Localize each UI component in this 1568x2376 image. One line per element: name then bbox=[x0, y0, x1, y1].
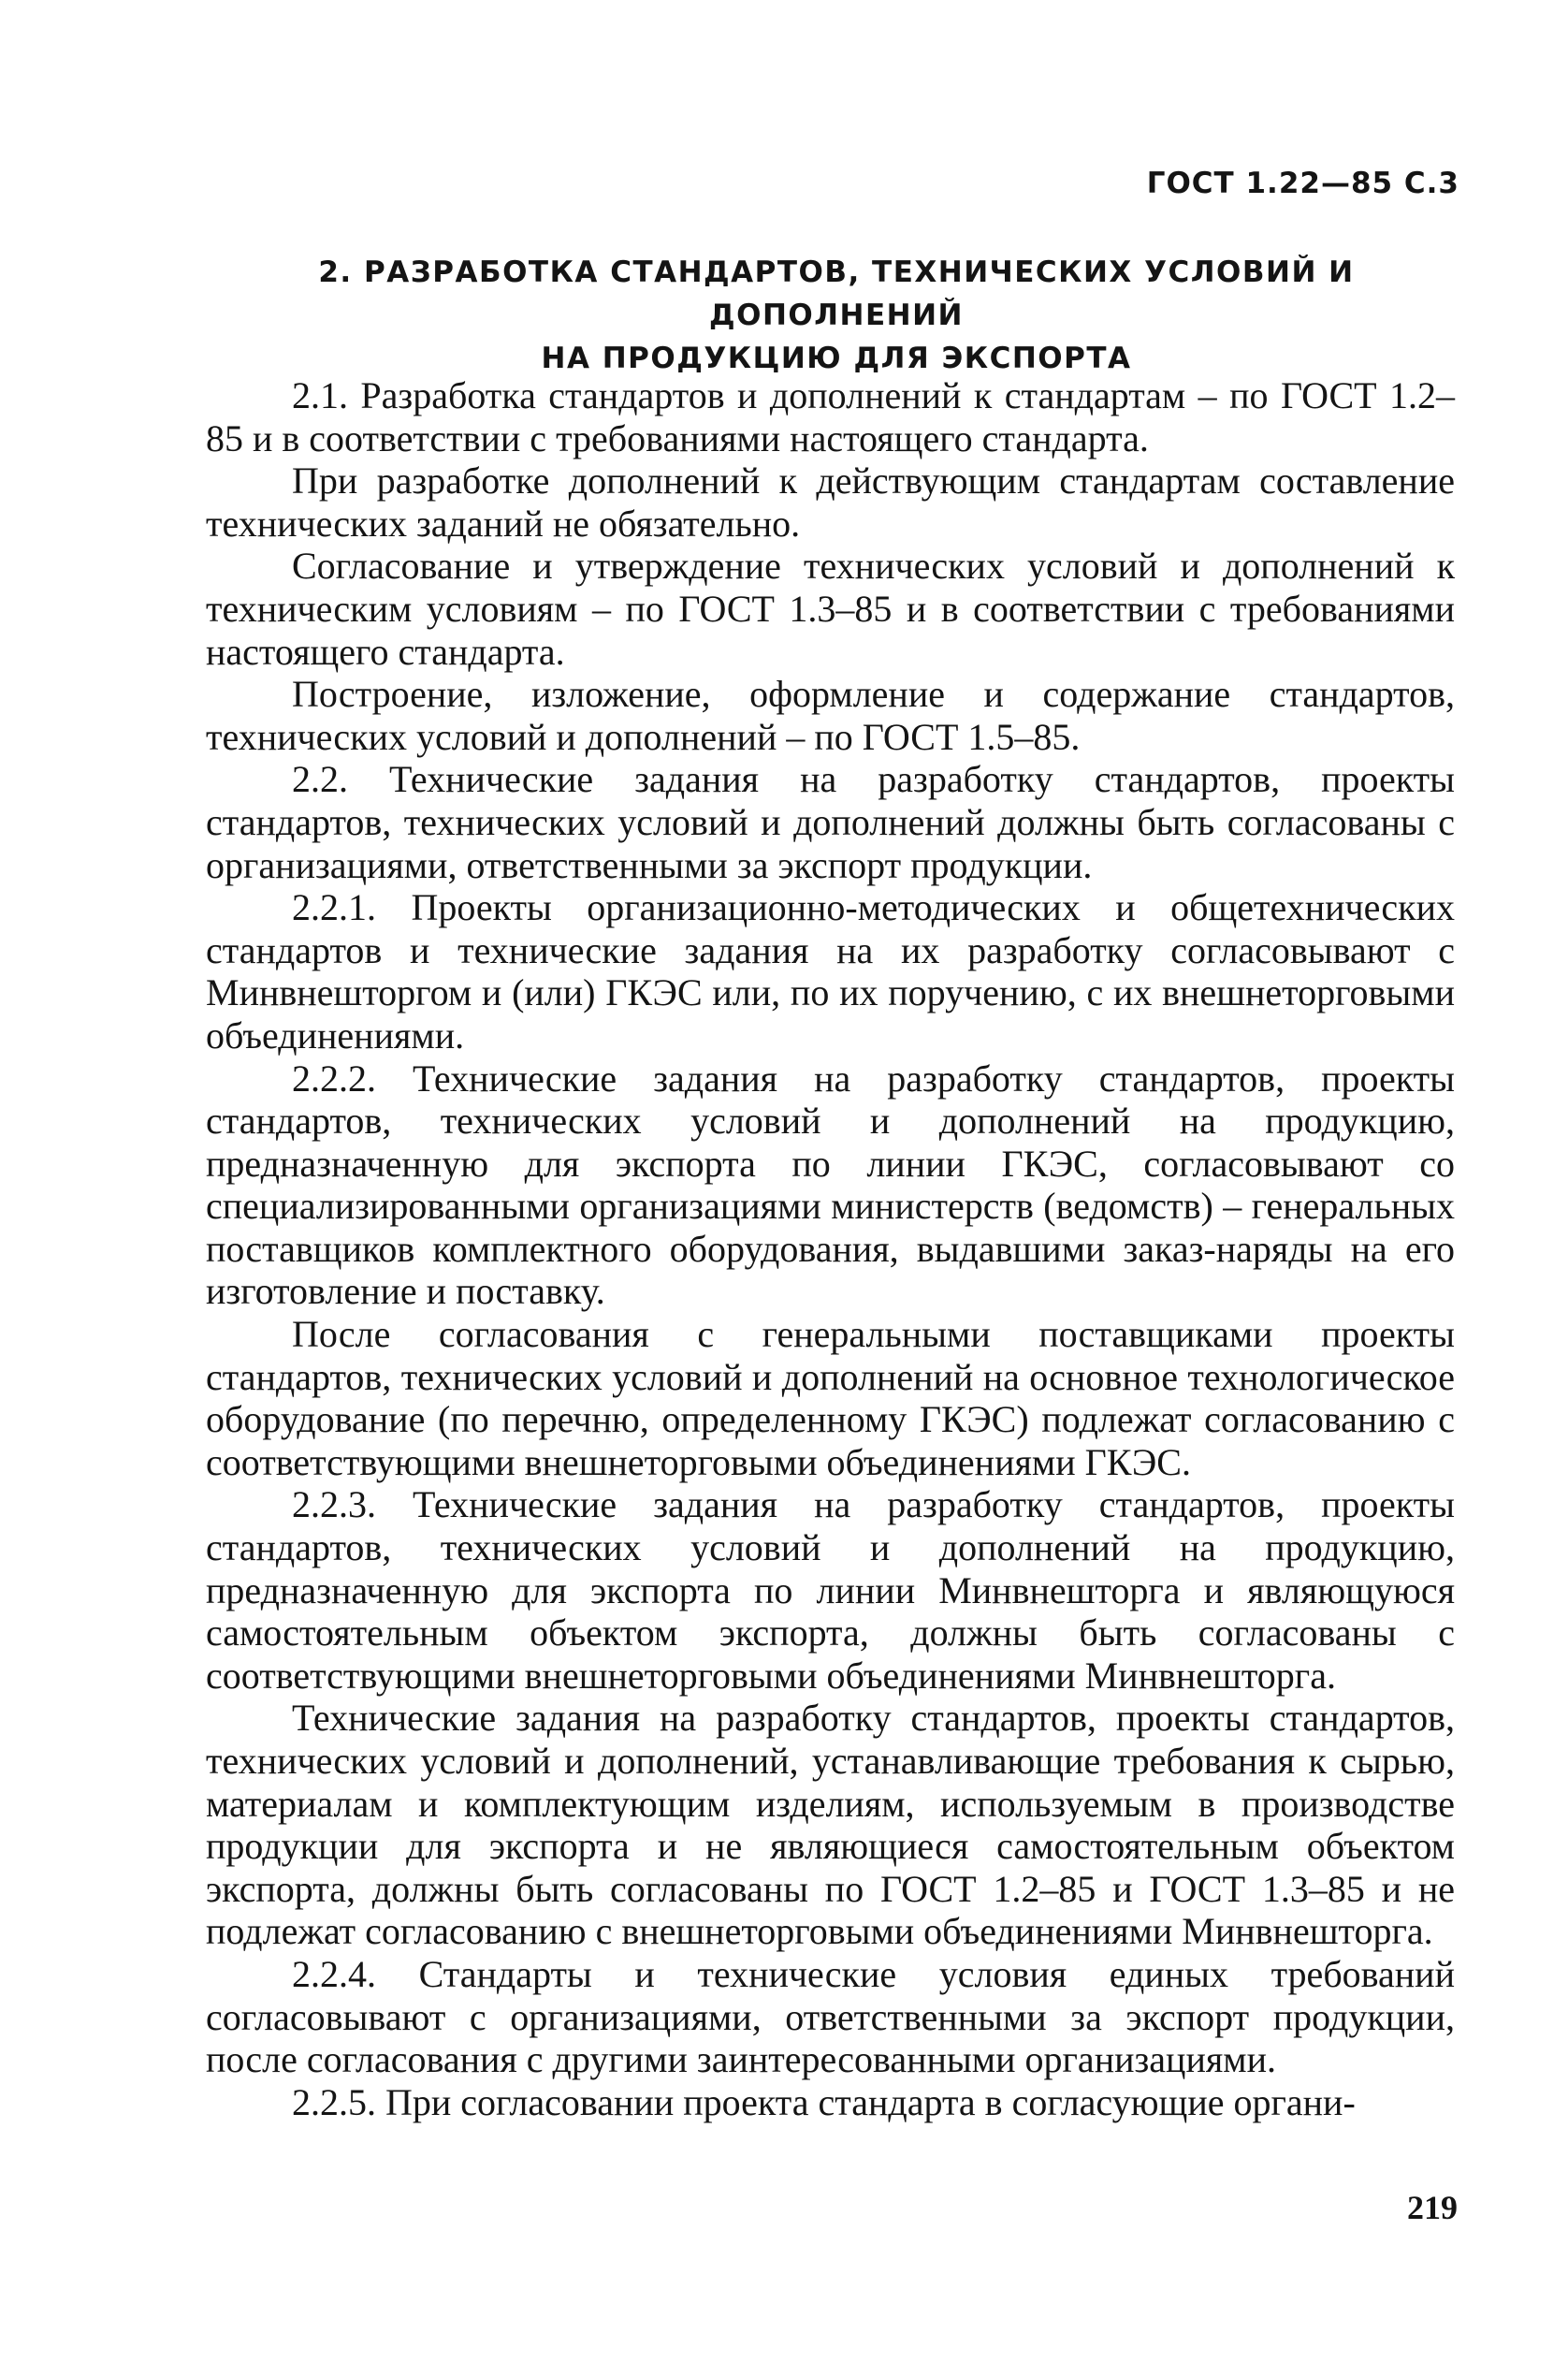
paragraph-2-2-4: 2.2.4. Стандарты и технические условия единых требований согласовывают с организациями, ответственными за экспорт продукции, после согласования с другими заинтересованными организациями. bbox=[206, 1952, 1455, 2081]
paragraph-2-2-1: 2.2.1. Проекты организационно-методических и общетехнических стандартов и технические задания на их разработку согласовывают с Минвнешторгом и (или) ГКЭС или, по их поручению, с их внешнеторговыми объединениями. bbox=[206, 886, 1455, 1057]
section-title-line-2: НА ПРОДУКЦИЮ ДЛЯ ЭКСПОРТА bbox=[541, 342, 1132, 375]
paragraph: Технические задания на разработку стандартов, проекты стандартов, технических условий и дополнений, устанавливающие требования к сырью, материалам и комплектующим изделиям, используемым в производстве продукции для экспорта и не являющиеся самостоятельным объектом экспорта, должны быть согласованы по ГОСТ 1.2–85 и ГОСТ 1.3–85 и не подлежат согласованию с внешнеторговыми объединениями Минвнешторга. bbox=[206, 1697, 1455, 1953]
paragraph-2-2: 2.2. Технические задания на разработку стандартов, проекты стандартов, технических условий и дополнений должны быть согласованы с организациями, ответственными за экспорт продукции. bbox=[206, 758, 1455, 886]
paragraph-2-1: 2.1. Разработка стандартов и дополнений к стандартам – по ГОСТ 1.2–85 и в соответствии с требованиями настоящего стандарта. bbox=[206, 374, 1455, 459]
paragraph: Построение, изложение, оформление и содержание стандартов, технических условий и дополнений – по ГОСТ 1.5–85. bbox=[206, 673, 1455, 758]
section-title bbox=[213, 251, 1459, 380]
page-number: 219 bbox=[1407, 2189, 1458, 2226]
body-text bbox=[206, 374, 1455, 2123]
section-title-line-1: 2. РАЗРАБОТКА СТАНДАРТОВ, ТЕХНИЧЕСКИХ УСЛОВИЙ И ДОПОЛНЕНИЙ bbox=[318, 255, 1355, 332]
paragraph: При разработке дополнений к действующим стандартам составление технических заданий не обязательно. bbox=[206, 459, 1455, 545]
running-header: ГОСТ 1.22—85 С.3 bbox=[1146, 167, 1459, 200]
paragraph-2-2-5: 2.2.5. При согласовании проекта стандарта в согласующие органи- bbox=[292, 2080, 1356, 2123]
paragraph-2-2-3: 2.2.3. Технические задания на разработку стандартов, проекты стандартов, технических условий и дополнений на продукцию, предназначенную для экспорта по линии Минвнешторга и являющуюся самостоятельным объектом экспорта, должны быть согласованы с соответствующими внешнеторговыми объединениями Минвнешторга. bbox=[206, 1483, 1455, 1697]
paragraph: После согласования с генеральными поставщиками проекты стандартов, технических условий и дополнений на основное технологическое оборудование (по перечню, определенному ГКЭС) подлежат согласованию с соответствующими внешнеторговыми объединениями ГКЭС. bbox=[206, 1313, 1455, 1483]
paragraph: Согласование и утверждение технических условий и дополнений к техническим условиям – по ГОСТ 1.3–85 и в соответствии с требованиями настоящего стандарта. bbox=[206, 545, 1455, 673]
paragraph-2-2-2: 2.2.2. Технические задания на разработку стандартов, проекты стандартов, технических условий и дополнений на продукцию, предназначенную для экспорта по линии ГКЭС, согласовывают со специализированными организациями министерств (ведомств) – генеральных поставщиков комплектного оборудования, выдавшими заказ-наряды на его изготовление и поставку. bbox=[206, 1057, 1455, 1313]
